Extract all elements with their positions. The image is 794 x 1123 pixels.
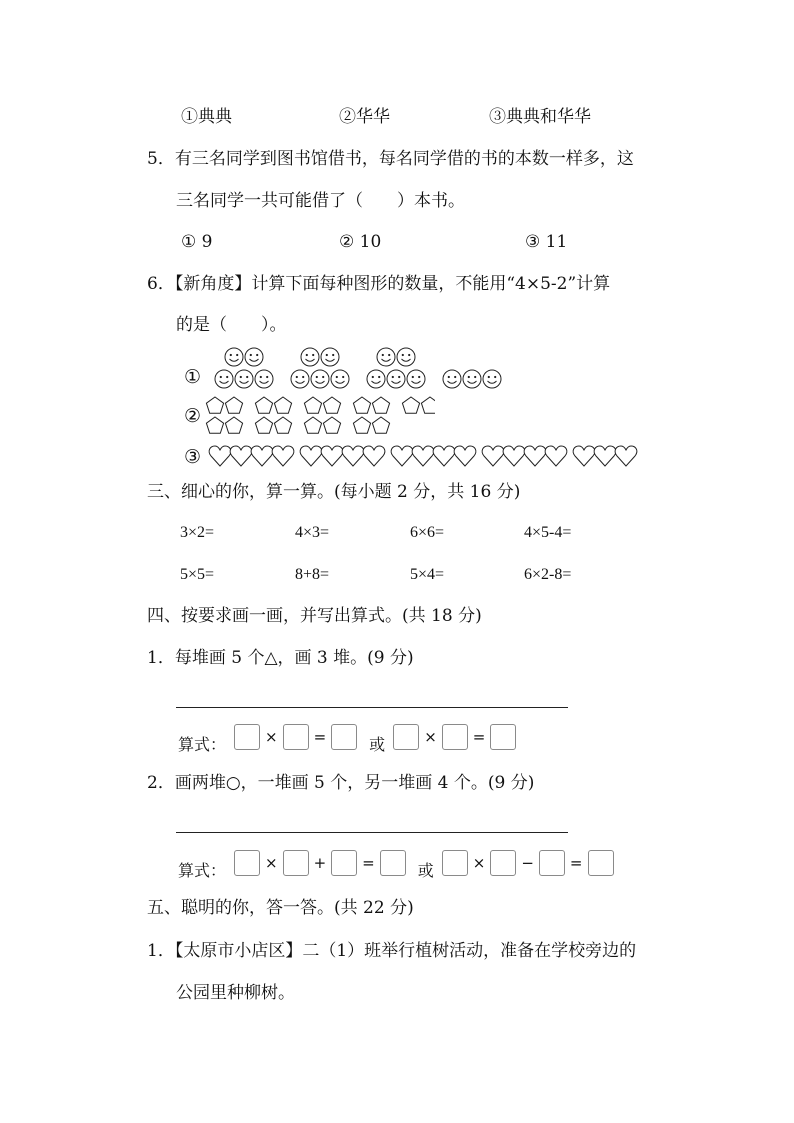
pentagon-group (402, 397, 435, 413)
heart-icon (272, 446, 294, 466)
calc-item: 6×6= (410, 524, 445, 541)
heart-icon (524, 446, 546, 466)
pentagon-group (255, 397, 291, 433)
smiley-icon (255, 370, 273, 388)
pentagon-icon (274, 397, 291, 413)
heart-icon (454, 446, 476, 466)
pentagon-icon (225, 397, 242, 413)
q4-option-2: ②华华 (339, 107, 390, 127)
calc-item: 4×5-4= (524, 524, 572, 541)
smiley-icon (463, 370, 481, 388)
section4-q1-text: 1．每堆画 5 个△，画 3 堆。(9 分) (147, 648, 414, 668)
smiley-icon (377, 348, 395, 366)
smiley-icon (215, 370, 233, 388)
pentagon-icon (353, 397, 370, 413)
answer-box[interactable] (393, 724, 419, 750)
smiley-icon (397, 348, 415, 366)
or-label: 或 (417, 860, 434, 880)
q6-marker-3: ③ (184, 446, 202, 468)
smiley-icon (331, 370, 349, 388)
smiley-icon (301, 348, 319, 366)
smiley-icon (225, 348, 243, 366)
smiley-icon (483, 370, 501, 388)
q5-option-1: ① 9 (181, 232, 213, 252)
answer-box[interactable] (588, 850, 614, 876)
equals-sign: = (472, 728, 486, 746)
pentagon-group (206, 397, 242, 433)
smiley-icon (245, 348, 263, 366)
q6-text-line1: 6．【新角度】计算下面每种图形的数量，不能用“4×5-2”计算 (147, 274, 611, 294)
calc-item: 4×3= (295, 524, 330, 541)
q4-option-1: ①典典 (181, 107, 232, 127)
heart-group (391, 446, 476, 466)
answer-box[interactable] (442, 724, 468, 750)
heart-icon (433, 446, 455, 466)
heart-group (482, 446, 567, 466)
section4-q2-text: 2．画两堆○，一堆画 5 个，另一堆画 4 个。(9 分) (147, 773, 535, 793)
answer-box[interactable] (283, 724, 309, 750)
q6-marker-2: ② (184, 405, 202, 427)
heart-icon (412, 446, 434, 466)
heart-group (209, 446, 294, 466)
drawing-line-1 (176, 707, 568, 708)
equals-sign: = (313, 728, 327, 746)
pentagon-figure (205, 395, 435, 437)
q5-text-line1: 5．有三名同学到图书馆借书，每名同学借的书的本数一样多，这 (147, 149, 634, 169)
heart-icon (615, 446, 637, 466)
smiley-group (291, 348, 349, 388)
q4-option-3: ③典典和华华 (489, 107, 591, 127)
heart-icon (503, 446, 525, 466)
formula-row-2 (178, 850, 614, 880)
drawing-line-2 (176, 832, 568, 833)
pentagon-icon (206, 397, 223, 413)
calc-item: 5×5= (180, 566, 215, 583)
equals-sign: = (362, 854, 375, 872)
section5-title: 五、聪明的你，答一答。(共 22 分) (147, 898, 414, 918)
smiley-icon (367, 370, 385, 388)
pentagon-group (304, 397, 340, 433)
smiley-group (215, 348, 273, 388)
section5-q1-line1: 1．【太原市小店区】二（1）班举行植树活动，准备在学校旁边的 (147, 941, 637, 961)
section4-title: 四、按要求画一画，并写出算式。(共 18 分) (147, 606, 482, 626)
answer-box[interactable] (331, 850, 357, 876)
smiley-icon (291, 370, 309, 388)
heart-icon (342, 446, 364, 466)
smiley-icon (407, 370, 425, 388)
smiley-group (367, 348, 425, 388)
times-sign: × (265, 728, 278, 746)
pentagon-icon (304, 417, 321, 433)
section5-q1-line2: 公园里种柳树。 (176, 983, 295, 1003)
heart-icon (482, 446, 504, 466)
smiley-figure (205, 345, 505, 393)
pentagon-icon (372, 417, 389, 433)
q6-marker-1: ① (184, 366, 202, 388)
calc-item: 8+8= (295, 566, 330, 583)
pentagon-icon (255, 397, 272, 413)
formula-row-1 (178, 724, 516, 754)
times-sign: × (424, 728, 437, 746)
pentagon-icon (323, 397, 340, 413)
pentagon-icon (402, 397, 419, 413)
heart-icon (391, 446, 413, 466)
heart-group (300, 446, 385, 466)
answer-box[interactable] (234, 724, 260, 750)
heart-icon (209, 446, 231, 466)
answer-box[interactable] (234, 850, 260, 876)
answer-box[interactable] (490, 850, 516, 876)
heart-group (573, 446, 637, 466)
answer-box[interactable] (490, 724, 516, 750)
section3-title: 三、细心的你，算一算。(每小题 2 分，共 16 分) (147, 482, 521, 502)
heart-figure (205, 443, 645, 471)
smiley-icon (387, 370, 405, 388)
heart-icon (300, 446, 322, 466)
equals-sign: = (569, 854, 583, 872)
pentagon-icon (353, 417, 370, 433)
pentagon-icon (255, 417, 272, 433)
pentagon-icon (225, 417, 242, 433)
pentagon-group (353, 397, 389, 433)
heart-icon (594, 446, 616, 466)
plus-sign: + (313, 854, 327, 872)
smiley-icon (443, 370, 461, 388)
heart-icon (363, 446, 385, 466)
pentagon-icon (274, 417, 291, 433)
calc-item: 3×2= (180, 524, 215, 541)
calc-item: 6×2-8= (524, 566, 572, 583)
answer-box[interactable] (331, 724, 357, 750)
q6-text-line2: 的是（ ）。 (176, 315, 287, 335)
heart-icon (573, 446, 595, 466)
answer-box[interactable] (539, 850, 565, 876)
pentagon-icon (304, 397, 321, 413)
formula-label: 算式： (178, 860, 227, 880)
smiley-icon (311, 370, 329, 388)
pentagon-icon (206, 417, 223, 433)
times-sign: × (472, 854, 486, 872)
q5-text-line2: 三名同学一共可能借了（ ）本书。 (176, 191, 465, 211)
smiley-group (443, 370, 501, 388)
formula-label: 算式： (178, 734, 227, 754)
or-label: 或 (369, 734, 386, 754)
calc-item: 5×4= (410, 566, 445, 583)
answer-box[interactable] (380, 850, 406, 876)
pentagon-icon (323, 417, 340, 433)
minus-sign: − (521, 854, 534, 872)
q5-option-2: ② 10 (339, 232, 382, 252)
heart-icon (321, 446, 343, 466)
answer-box[interactable] (283, 850, 309, 876)
heart-icon (545, 446, 567, 466)
times-sign: × (265, 854, 278, 872)
heart-icon (230, 446, 252, 466)
heart-icon (251, 446, 273, 466)
q5-option-3: ③ 11 (525, 232, 568, 252)
pentagon-icon (421, 397, 435, 413)
smiley-icon (321, 348, 339, 366)
answer-box[interactable] (442, 850, 468, 876)
smiley-icon (235, 370, 253, 388)
pentagon-icon (372, 397, 389, 413)
